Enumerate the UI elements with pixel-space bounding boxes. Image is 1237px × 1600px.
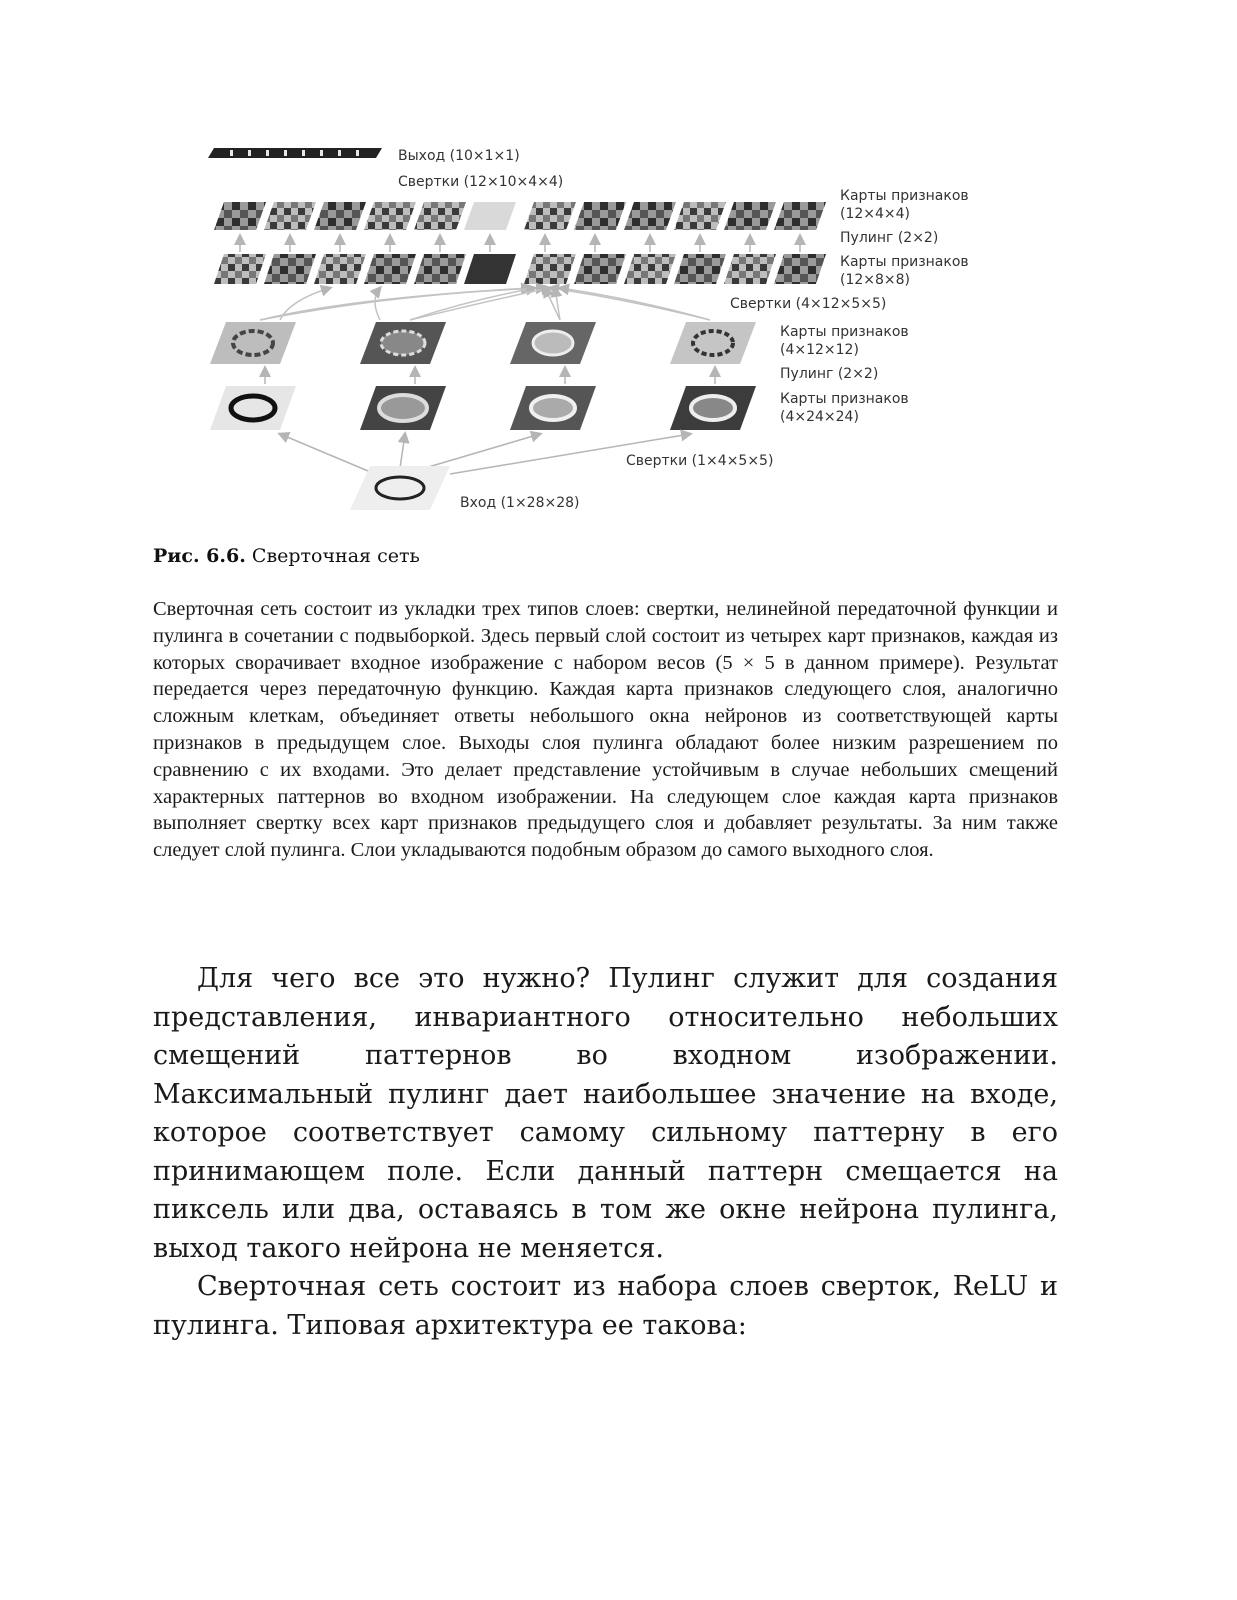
- label-fmaps3: Карты признаков: [840, 188, 969, 204]
- input-image: [350, 466, 450, 510]
- feature-maps-4x12x12: [210, 322, 756, 364]
- label-fmaps2: Карты признаков: [840, 254, 969, 270]
- feature-maps-12x4x4: [214, 202, 826, 230]
- feature-maps-12x8x8: [214, 254, 826, 284]
- label-pool1: Пулинг (2×2): [780, 366, 879, 382]
- paragraph-1: Для чего все это нужно? Пулинг служит для создания представления, инвариантного относительно небольших смещений паттернов во входном изображении. Максимальный пулинг дает наибольшее значение на входе, которое соответствует самому сильному паттерну в его принимающем поле. Если данный паттерн смещается на пиксель или два, оставаясь в том же окне нейрона пулинга, выход такого нейрона не меняется.: [153, 963, 1058, 1264]
- label-conv1: Свертки (1×4×5×5): [626, 453, 774, 469]
- label-conv2: Свертки (4×12×5×5): [730, 296, 887, 312]
- cnn-diagram: [200, 138, 1000, 518]
- label-conv3: Свертки (12×10×4×4): [398, 174, 564, 190]
- label-fmaps1b-dim: (4×12×12): [780, 342, 859, 358]
- label-fmaps1a: Карты признаков: [780, 391, 909, 407]
- cnn-diagram-svg: [200, 138, 1000, 518]
- label-fmaps1a-dim: (4×24×24): [780, 409, 859, 425]
- main-text: [153, 960, 1058, 1345]
- label-pool2: Пулинг (2×2): [840, 230, 939, 246]
- feature-maps-4x24x24: [210, 386, 756, 430]
- paragraph-2: Сверточная сеть состоит из набора слоев сверток, ReLU и пулинга. Типовая архитектура ее такова:: [153, 1271, 1058, 1341]
- label-fmaps1b: Карты признаков: [780, 324, 909, 340]
- figure-number: Рис. 6.6.: [153, 545, 246, 567]
- label-fmaps2-dim: (12×8×8): [840, 272, 911, 288]
- pool1-arrows: [265, 368, 715, 384]
- output-layer: [208, 148, 382, 158]
- figure-description: Сверточная сеть состоит из укладки трех типов слоев: свертки, нелинейной передаточной функции и пулинга в сочетании с подвыборкой. Здесь первый слой состоит из четырех карт признаков, каждая из которых сворачивает входное изображение с набором весов (5 × 5 в данном примере). Результат передается через передаточную функцию. Каждая карта признаков следующего слоя, аналогично сложным клеткам, объединяет ответы небольшого окна нейронов из соответствующей карты признаков в предыдущем слое. Выходы слоя пулинга обладают более низким разрешением по сравнению с их входами. Это делает представление устойчивым в случае небольших смещений характерных паттернов во входном изображении. На следующем слое каждая карта признаков выполняет свертку всех карт признаков предыдущего слоя и добавляет результаты. За ним также следует слой пулинга. Слои укладываются подобным образом до самого выходного слоя.: [153, 598, 1058, 862]
- label-output: Выход (10×1×1): [398, 148, 520, 164]
- conv2-arrows: [260, 288, 710, 320]
- label-fmaps3-dim: (12×4×4): [840, 206, 911, 222]
- figure-title: Сверточная сеть: [251, 545, 420, 567]
- label-input: Вход (1×28×28): [460, 495, 580, 511]
- pool2-arrows: [240, 236, 800, 252]
- figure-caption: [153, 545, 1058, 567]
